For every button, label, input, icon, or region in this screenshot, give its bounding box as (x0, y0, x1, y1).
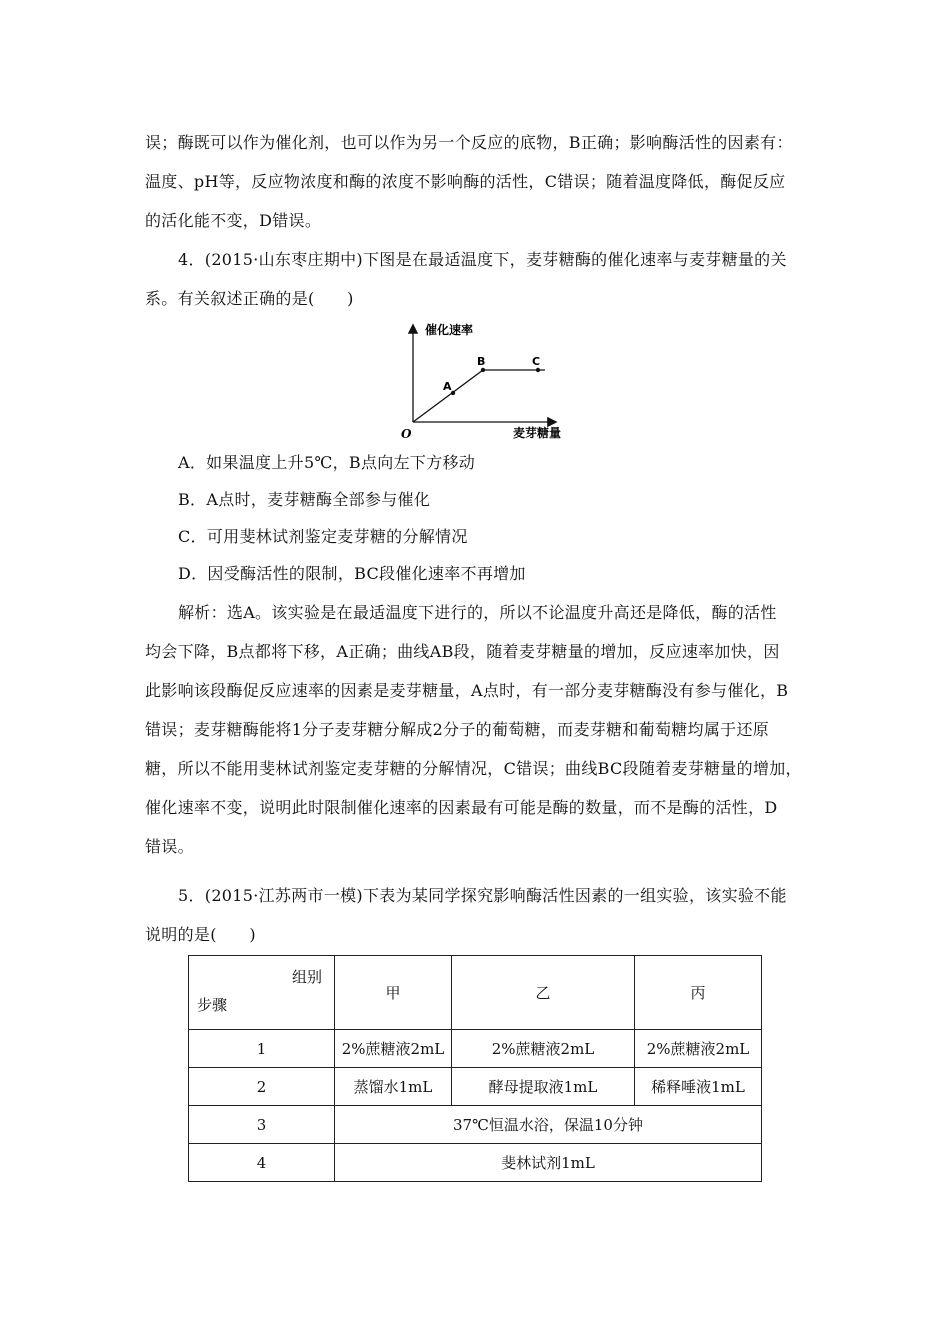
question-4-stem: 系。有关叙述正确的是( ) (145, 289, 354, 308)
paragraph-line: 的活化能不变，D错误。 (145, 211, 322, 230)
table-header-row (189, 956, 762, 1030)
header-group-label: 组别 (291, 968, 322, 986)
rate-curve (413, 370, 545, 422)
experiment-table (188, 955, 762, 1182)
header-col-yi: 乙 (452, 956, 635, 1030)
point-b-label: B (477, 355, 486, 368)
step-cell: 3 (189, 1106, 335, 1144)
y-axis-label: 催化速率 (425, 323, 474, 337)
origin-label: O (401, 427, 412, 441)
table-row (189, 1144, 762, 1182)
table-cell: 酵母提取液1mL (452, 1068, 635, 1106)
header-step-label: 步骤 (197, 996, 228, 1014)
merged-cell: 37℃恒温水浴，保温10分钟 (335, 1106, 762, 1144)
option-c: C．可用斐林试剂鉴定麦芽糖的分解情况 (178, 527, 468, 546)
point-c-label: C (532, 355, 541, 368)
x-axis-label: 麦芽糖量 (513, 426, 562, 440)
table-cell: 2%蔗糖液2mL (335, 1030, 452, 1068)
option-d: D．因受酶活性的限制，BC段催化速率不再增加 (178, 564, 526, 583)
merged-cell: 斐林试剂1mL (335, 1144, 762, 1182)
analysis-line: 错误；麦芽糖酶能将1分子麦芽糖分解成2分子的葡萄糖，而麦芽糖和葡萄糖均属于还原 (145, 720, 770, 739)
enzyme-rate-graph (395, 320, 565, 445)
header-corner-cell (189, 956, 335, 1030)
table-row (189, 1106, 762, 1144)
paragraph-line: 温度、pH等，反应物浓度和酶的浓度不影响酶的活性，C错误；随着温度降低，酶促反应 (145, 172, 786, 191)
header-col-jia: 甲 (335, 956, 452, 1030)
analysis-line: 均会下降，B点都将下移，A正确；曲线AB段，随着麦芽糖量的增加，反应速率加快，因 (145, 642, 780, 661)
analysis-line: 解析：选A。该实验是在最适温度下进行的，所以不论温度升高还是降低，酶的活性 (178, 603, 777, 622)
point-b-marker (481, 368, 485, 372)
question-4-stem: 4．(2015·山东枣庄期中)下图是在最适温度下，麦芽糖酶的催化速率与麦芽糖量的关 (178, 250, 787, 269)
table-cell: 2%蔗糖液2mL (452, 1030, 635, 1068)
option-b: B．A点时，麦芽糖酶全部参与催化 (178, 490, 431, 509)
analysis-line: 此影响该段酶促反应速率的因素是麦芽糖量，A点时，有一部分麦芽糖酶没有参与催化，B (145, 681, 789, 700)
step-cell: 1 (189, 1030, 335, 1068)
table-row (189, 1068, 762, 1106)
table-cell: 2%蔗糖液2mL (635, 1030, 762, 1068)
option-a: A．如果温度上升5℃，B点向左下方移动 (178, 453, 476, 472)
header-col-bing: 丙 (635, 956, 762, 1030)
point-c-marker (536, 368, 540, 372)
step-cell: 2 (189, 1068, 335, 1106)
question-5-stem: 5．(2015·江苏两市一模)下表为某同学探究影响酶活性因素的一组实验，该实验不能 (178, 886, 787, 905)
table-cell: 蒸馏水1mL (335, 1068, 452, 1106)
analysis-line: 错误。 (145, 837, 194, 856)
analysis-line: 催化速率不变，说明此时限制催化速率的因素最有可能是酶的数量，而不是酶的活性，D (145, 798, 778, 817)
paragraph-line: 误；酶既可以作为催化剂，也可以作为另一个反应的底物，B正确；影响酶活性的因素有： (145, 133, 793, 152)
step-cell: 4 (189, 1144, 335, 1182)
analysis-line: 糖，所以不能用斐林试剂鉴定麦芽糖的分解情况，C错误；曲线BC段随着麦芽糖量的增加， (145, 759, 802, 778)
question-5-stem: 说明的是( ) (145, 925, 256, 944)
table-cell: 稀释唾液1mL (635, 1068, 762, 1106)
table-row (189, 1030, 762, 1068)
point-a-label: A (443, 380, 452, 393)
